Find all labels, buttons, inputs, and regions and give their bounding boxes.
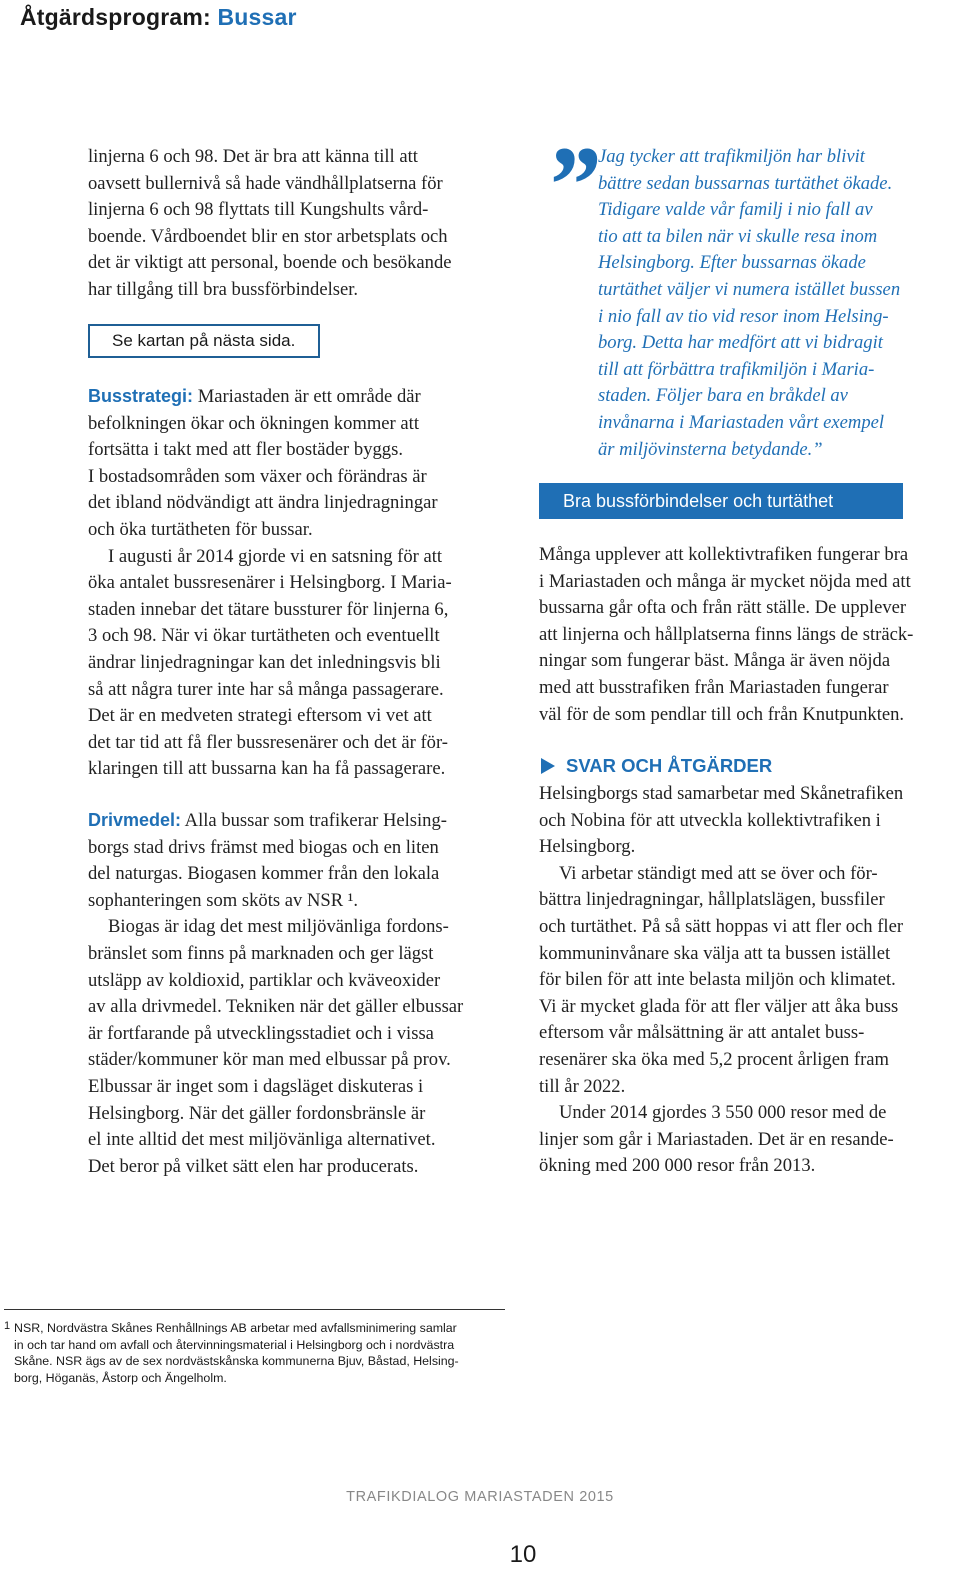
quote-line: staden. Följer bara en bråkdel av xyxy=(598,385,848,407)
busstrategi-label: Busstrategi: xyxy=(88,386,194,406)
footnote-line: NSR, Nordvästra Skånes Renhållnings AB arbetar med avfallsminimering samlar xyxy=(14,1321,457,1335)
text-line: sophanteringen som sköts av NSR ¹. xyxy=(88,889,359,911)
page-number: 10 xyxy=(509,1541,537,1568)
map-note-box xyxy=(88,324,320,358)
text-line: och turtäthet. På så sätt hoppas vi att fler och fler xyxy=(539,915,904,937)
footnote-line: borg, Höganäs, Åstorp och Ängelholm. xyxy=(14,1370,227,1385)
text-line: det ibland nödvändigt att ändra linjedragningar xyxy=(88,492,438,514)
footnote-divider xyxy=(4,1309,505,1310)
text-line: ökning med 200 000 resor från 2013. xyxy=(539,1155,816,1177)
map-note-text: Se kartan på nästa sida. xyxy=(112,331,296,350)
footnote-line: Skåne. NSR ägs av de sex nordvästskånska kommunerna Bjuv, Båstad, Helsing- xyxy=(14,1354,459,1368)
text-line: linjer som går i Mariastaden. Det är en resande- xyxy=(539,1128,894,1150)
text-line: Det är en medveten strategi eftersom vi vet att xyxy=(88,705,432,727)
text-line: och öka turtätheten för bussar. xyxy=(88,518,313,540)
text-line: Det beror på vilket sätt elen har producerats. xyxy=(88,1155,419,1177)
right-paragraph-actions xyxy=(539,781,960,1180)
text-line: till år 2022. xyxy=(539,1075,626,1097)
footnote-text xyxy=(14,1320,504,1386)
quote-line: invånarna i Mariastaden vårt exempel xyxy=(598,411,885,433)
text-line: kommuninvånare ska välja att ta bussen istället xyxy=(539,942,891,964)
text-line: och Nobina för att utveckla kollektivtrafiken i xyxy=(539,809,881,831)
section-banner xyxy=(539,483,903,519)
text-line: klaringen till att bussarna kan ha få passagerare. xyxy=(88,758,446,780)
quote-line: Tidigare valde vår familj i nio fall av xyxy=(598,199,873,221)
resident-quote xyxy=(598,144,958,463)
text-line: linjerna 6 och 98 flyttats till Kungshults vård- xyxy=(88,199,429,221)
header-title-prefix: Åtgärdsprogram: xyxy=(20,4,211,30)
quote-line: turtäthet väljer vi numera istället bussen xyxy=(598,278,901,300)
text-line: av alla drivmedel. Tekniken när det gäller elbussar xyxy=(88,996,464,1018)
busstrategi-section xyxy=(88,383,508,783)
left-intro-paragraph xyxy=(88,144,506,304)
text-line: boende. Vårdboendet blir en stor arbetsplats och xyxy=(88,225,448,247)
text-line: i Mariastaden och många är mycket nöjda med att xyxy=(539,570,911,592)
text-line: bussarna går ofta och från rätt ställe. De upplever xyxy=(539,597,907,619)
text-line: Under 2014 gjordes 3 550 000 resor med de xyxy=(559,1102,887,1124)
publication-title: TRAFIKDIALOG MARIASTADEN 2015 xyxy=(346,1489,614,1505)
quote-line: är miljövinsterna betydande.” xyxy=(598,438,823,460)
text-line: el inte alltid det mest miljövänliga alternativet. xyxy=(88,1129,436,1151)
text-line: Vi är mycket glada för att fler väljer att åka buss xyxy=(539,995,899,1017)
footnote-line: in och tar hand om avfall och återvinningsmaterial i Helsingborg och i nordvästra xyxy=(14,1337,455,1352)
text-line xyxy=(88,807,508,835)
text-line: har tillgång till bra bussförbindelser. xyxy=(88,278,359,300)
text-line: Helsingborg. xyxy=(539,836,636,858)
text-line: ändrar linjedragningar kan det inledningsvis bli xyxy=(88,651,441,673)
footnote xyxy=(4,1320,504,1386)
text-line: linjerna 6 och 98. Det är bra att känna till att xyxy=(88,146,418,167)
header-title-accent: Bussar xyxy=(217,4,297,30)
text-line: fortsätta i takt med att fler bostäder byggs. xyxy=(88,439,403,461)
text-line: Många upplever att kollektivtrafiken fungerar bra xyxy=(539,544,909,565)
text-line: bättra linjedragningar, hållplatslägen, bussfiler xyxy=(539,889,885,911)
text-line: borgs stad drivs främst med biogas och en liten xyxy=(88,836,439,858)
text-line: staden innebar det tätare bussturer för linjerna 6, xyxy=(88,598,449,620)
quote-line: till att förbättra trafikmiljön i Maria- xyxy=(598,358,875,380)
quote-line: i nio fall av tio vid resor inom Helsing- xyxy=(598,305,889,327)
text-line: Vi arbetar ständigt med att se över och för- xyxy=(559,862,878,884)
text-line xyxy=(88,383,508,411)
text-line: befolkningen ökar och ökningen kommer att xyxy=(88,412,419,434)
svar-heading xyxy=(541,755,772,777)
text-line: med att busstrafiken från Mariastaden fungerar xyxy=(539,676,889,698)
text-line: städer/kommuner kör man med elbussar på prov. xyxy=(88,1049,451,1071)
right-paragraph-experience xyxy=(539,542,960,728)
drivmedel-first-line: Alla bussar som trafikerar Helsing- xyxy=(184,810,447,831)
page-header xyxy=(20,4,297,31)
text-line: det är viktigt att personal, boende och besökande xyxy=(88,252,452,274)
quote-line: Jag tycker att trafikmiljön har blivit xyxy=(598,146,865,167)
text-line: för bilen för att inte belasta miljön och klimatet. xyxy=(539,969,896,991)
play-arrow-icon xyxy=(541,758,555,774)
text-line: bränslet som finns på marknaden och ger lägst xyxy=(88,942,434,964)
text-line: 3 och 98. När vi ökar turtätheten och eventuellt xyxy=(88,625,440,647)
svar-heading-text: SVAR OCH ÅTGÄRDER xyxy=(566,755,773,776)
quote-line: borg. Detta har medfört att vi bidragit xyxy=(598,332,883,354)
text-line: väl för de som pendlar till och från Knutpunkten. xyxy=(539,703,905,725)
text-line: resenärer ska öka med 5,2 procent årligen fram xyxy=(539,1048,890,1070)
text-line: I augusti år 2014 gjorde vi en satsning för att xyxy=(108,545,443,567)
text-line: att linjerna och hållplatserna finns längs de sträck- xyxy=(539,623,914,645)
banner-title: Bra bussförbindelser och turtäthet xyxy=(563,490,834,511)
footnote-number: 1 xyxy=(4,1320,11,1332)
quote-line: bättre sedan bussarnas turtäthet ökade. xyxy=(598,172,893,194)
busstrategi-first-line: Mariastaden är ett område där xyxy=(197,386,421,407)
text-line: ningar som fungerar bäst. Många är även nöjda xyxy=(539,650,891,672)
text-line: Elbussar är inget som i dagsläget diskuteras i xyxy=(88,1075,424,1097)
quote-line: tio att ta bilen när vi skulle resa inom xyxy=(598,225,878,247)
text-line: I bostadsområden som växer och förändras är xyxy=(88,465,427,487)
quotation-mark-icon: ” xyxy=(544,124,599,246)
text-line: Helsingborg. När det gäller fordonsbränsle är xyxy=(88,1102,426,1124)
text-line: det tar tid att få fler bussresenärer och det är för- xyxy=(88,731,448,753)
text-line: eftersom vår målsättning är att antalet buss- xyxy=(539,1022,865,1044)
text-line: är fortfarande på utvecklingsstadiet och i vissa xyxy=(88,1022,434,1044)
text-line: öka antalet bussresenärer i Helsingborg. I Maria- xyxy=(88,572,452,594)
quote-line: Helsingborg. Efter bussarnas ökade xyxy=(598,252,866,274)
text-line: oavsett bullernivå så hade vändhållplatserna för xyxy=(88,172,443,194)
text-line: utsläpp av koldioxid, partiklar och kväveoxider xyxy=(88,969,441,991)
text-line: Biogas är idag det mest miljövänliga fordons- xyxy=(108,916,449,938)
text-line: Helsingborgs stad samarbetar med Skånetrafiken xyxy=(539,783,904,804)
text-line: så att några turer inte har så många passagerare. xyxy=(88,678,444,700)
drivmedel-label: Drivmedel: xyxy=(88,810,182,830)
drivmedel-section xyxy=(88,807,508,1180)
text-line: del naturgas. Biogasen kommer från den lokala xyxy=(88,863,440,885)
